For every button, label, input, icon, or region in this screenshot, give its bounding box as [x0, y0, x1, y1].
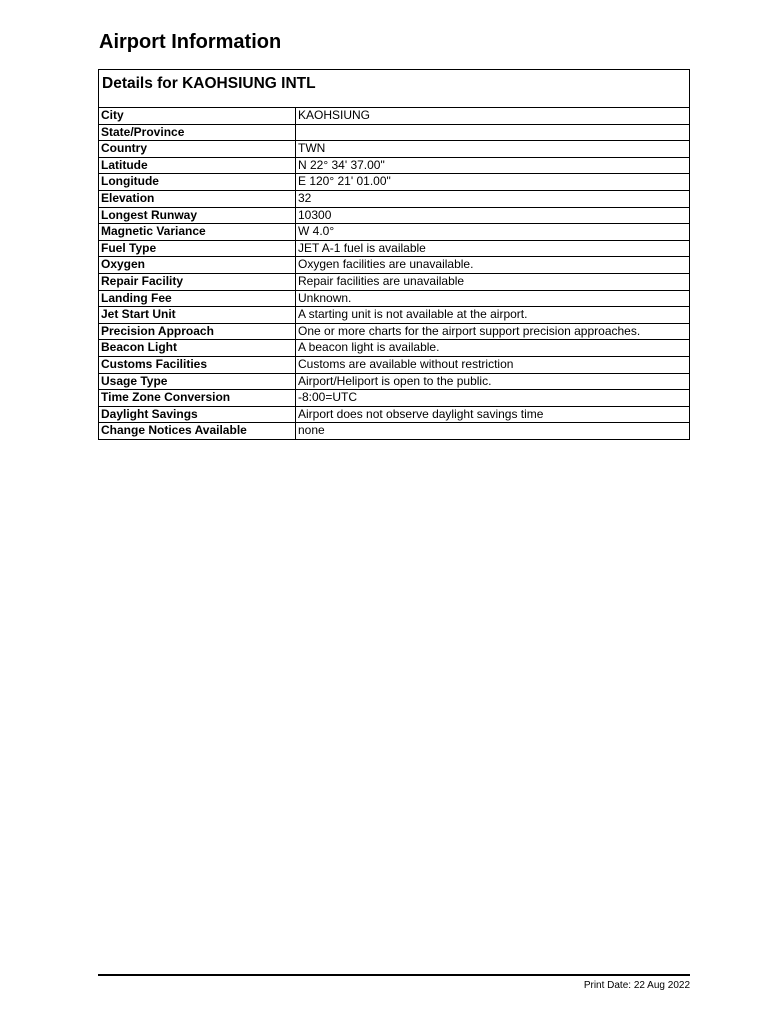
row-label: Oxygen — [99, 257, 296, 274]
row-label: Customs Facilities — [99, 356, 296, 373]
row-label: Longest Runway — [99, 207, 296, 224]
row-label: Repair Facility — [99, 273, 296, 290]
table-row — [99, 224, 689, 241]
table-row — [99, 141, 689, 158]
table-row — [99, 273, 689, 290]
row-value: KAOHSIUNG — [298, 108, 371, 122]
table-row — [99, 290, 689, 307]
row-value: TWN — [296, 141, 690, 158]
table-row — [99, 323, 689, 340]
row-value: 10300 — [296, 207, 690, 224]
row-value: Repair facilities are unavailable — [296, 273, 690, 290]
table-row — [99, 373, 689, 390]
page-title: Airport Information — [99, 31, 282, 53]
row-value: Airport/Heliport is open to the public. — [296, 373, 690, 390]
row-label: Time Zone Conversion — [99, 390, 296, 407]
row-label: Latitude — [99, 157, 296, 174]
row-label: Country — [99, 141, 296, 158]
row-value: 32 — [296, 190, 690, 207]
table-row — [99, 340, 689, 357]
table-row — [99, 157, 689, 174]
row-value: Customs are available without restriction — [296, 356, 690, 373]
row-label: State/Province — [99, 124, 296, 141]
row-value: W 4.0° — [296, 224, 690, 241]
table-row — [99, 390, 689, 407]
table-row — [99, 423, 689, 439]
row-label: Jet Start Unit — [99, 307, 296, 324]
table-row — [99, 124, 689, 141]
table-row — [99, 406, 689, 423]
row-label: City — [99, 108, 296, 124]
row-value: Oxygen facilities are unavailable. — [296, 257, 690, 274]
row-value: E 120° 21' 01.00" — [296, 174, 690, 191]
airport-details-panel — [98, 69, 690, 440]
airport-info-table — [99, 108, 689, 439]
table-row — [99, 240, 689, 257]
row-label: Beacon Light — [99, 340, 296, 357]
row-label: Precision Approach — [99, 323, 296, 340]
footer-divider — [98, 974, 690, 976]
table-row — [99, 207, 689, 224]
row-value: Unknown. — [296, 290, 690, 307]
row-label: Daylight Savings — [99, 406, 296, 423]
row-label: Elevation — [99, 190, 296, 207]
row-value: -8:00=UTC — [296, 390, 690, 407]
row-label: Landing Fee — [99, 290, 296, 307]
table-row — [99, 108, 689, 124]
airport-info-rows — [99, 108, 689, 439]
row-label: Longitude — [99, 174, 296, 191]
row-value: Airport does not observe daylight savings time — [296, 406, 690, 423]
row-label: Magnetic Variance — [99, 224, 296, 241]
table-row — [99, 174, 689, 191]
table-row — [99, 356, 689, 373]
row-value: A starting unit is not available at the airport. — [296, 307, 690, 324]
row-label: Change Notices Available — [99, 423, 296, 439]
row-label: Fuel Type — [99, 240, 296, 257]
row-label: Usage Type — [99, 373, 296, 390]
print-date: Print Date: 22 Aug 2022 — [583, 980, 690, 991]
row-value: none — [296, 423, 690, 439]
table-row — [99, 257, 689, 274]
row-value: JET A-1 fuel is available — [296, 240, 690, 257]
row-value: N 22° 34' 37.00" — [296, 157, 690, 174]
table-row — [99, 307, 689, 324]
details-heading: Details for KAOHSIUNG INTL — [99, 70, 689, 108]
row-value: One or more charts for the airport support precision approaches. — [296, 323, 690, 340]
row-value — [296, 124, 690, 141]
table-row — [99, 190, 689, 207]
row-value: A beacon light is available. — [296, 340, 690, 357]
